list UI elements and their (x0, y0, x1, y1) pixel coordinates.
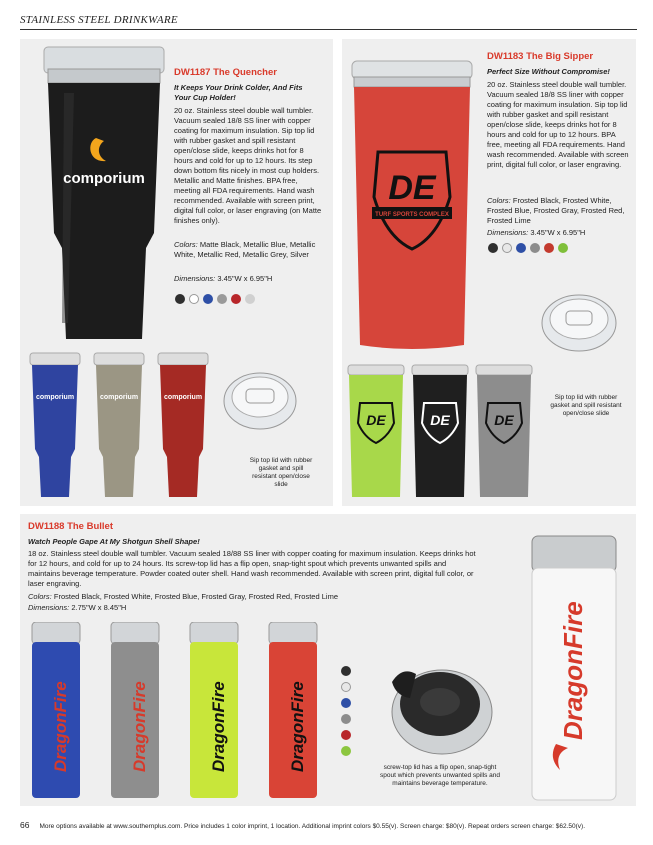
red-tumbler-image (158, 353, 208, 497)
svg-text:comporium: comporium (163, 394, 203, 401)
color-swatch (341, 730, 351, 740)
page-number: 66 (20, 820, 30, 830)
lime-tumbler-image (348, 365, 404, 497)
lid-caption: screw-top lid has a flip open, snap-tight spout which prevents unwanted spills and maintains beverage temperature. (380, 764, 500, 787)
product-code: DW1183 The Big Sipper (487, 51, 594, 62)
product-tagline: Watch People Gape At My Shotgun Shell Shape! (28, 537, 200, 546)
silver-tumbler-image (94, 353, 144, 497)
quencher-main-image (34, 43, 174, 343)
gray-tumbler-image (476, 365, 532, 497)
blue-tumbler-image (30, 353, 80, 497)
svg-text:comporium: comporium (99, 394, 139, 401)
quencher-variant-images (22, 349, 222, 499)
color-swatches (488, 243, 568, 253)
lid-caption: Sip top lid with rubber gasket and spill resistant open/close slide (249, 457, 313, 488)
product-dimensions: Dimensions: 2.75"W x 8.45"H (28, 603, 127, 612)
de-logo-text: DE (388, 169, 436, 207)
big-sipper-main-image (346, 57, 478, 357)
lime-bullet-image (190, 622, 238, 798)
color-swatch (203, 294, 213, 304)
product-colors: Colors: Matte Black, Metallic Blue, Metallic White, Metallic Red, Metallic Grey, Silver (174, 240, 316, 259)
svg-text:DragonFire: DragonFire (558, 601, 588, 740)
product-description: 20 oz. Stainless steel double wall tumbler. Vacuum sealed 18/8 SS liner with copper coating for maximum insulation. Sip top lid with rubber gasket and spill resistant open/close slide, keeps drinks hot for 8 hours and cold for up to 12 hours. Its step down bottom fits nicely in most cup holders. Metallic and Matte finishes. BPA free, meeting all FDA requirements. Hand wash recommended. Available with screen print, digital full color, or laser engraving (on Matte finishes only). (174, 106, 322, 225)
product-description: 20 oz. Stainless steel double wall tumbler. Vacuum sealed 18/8 SS liner with copper coating for maximum insulation. Sip top lid with rubber gasket and spill resistant open/close slide, keeps drinks hot for 8 hours and cold for up to 12 hours. BPA free, meeting all FDA requirements. Hand wash recommended. Available with screen print, digital full color, or laser engraving. (487, 80, 629, 169)
svg-text:comporium: comporium (35, 394, 75, 401)
quencher-logo-text: comporium (63, 170, 145, 187)
blue-bullet-image (32, 622, 80, 798)
color-swatch (341, 714, 351, 724)
product-description: 18 oz. Stainless steel double wall tumbler. Vacuum sealed 18/88 SS liner with copper coating for maximum insulation. Keeps drinks hot for 12 hours, and cold for up to 24 hours. Its screw-top lid has a flip open, snap-tight spout which prevents unwanted spills and maintains beverage temperature. Powder coated outer shell. Hand wash recommended. Available with screen print, digital full color, or laser engraving. (28, 549, 476, 588)
color-swatch (341, 698, 351, 708)
product-dimensions: Dimensions: 3.45"W x 6.95"H (487, 228, 586, 237)
color-swatches (341, 666, 351, 756)
color-swatch (558, 243, 568, 253)
big-sipper-variant-images (342, 361, 542, 501)
svg-text:DE: DE (494, 412, 514, 428)
product-panel-dw1188 (20, 514, 636, 806)
gray-bullet-image (111, 622, 159, 798)
product-code: DW1187 The Quencher (174, 67, 277, 78)
color-swatch (231, 294, 241, 304)
color-swatch (341, 746, 351, 756)
svg-text:DragonFire: DragonFire (51, 681, 70, 772)
svg-text:DragonFire: DragonFire (288, 681, 307, 772)
black-tumbler-image (412, 365, 468, 497)
color-swatch (341, 666, 351, 676)
bullet-variant-images (26, 622, 342, 802)
product-dimensions: Dimensions: 3.45"W x 6.95"H (174, 274, 273, 283)
color-swatch (544, 243, 554, 253)
svg-text:DE: DE (366, 412, 386, 428)
svg-text:TURF SPORTS COMPLEX: TURF SPORTS COMPLEX (375, 212, 449, 218)
color-swatch (245, 294, 255, 304)
color-swatch (488, 243, 498, 253)
svg-text:DragonFire: DragonFire (130, 681, 149, 772)
color-swatch (175, 294, 185, 304)
sip-top-lid-image (538, 285, 620, 357)
product-tagline: It Keeps Your Drink Colder, And Fits Your Cup Holder! (174, 83, 303, 102)
color-swatch (516, 243, 526, 253)
lid-caption: Sip top lid with rubber gasket and spill resistant open/close slide (550, 394, 622, 417)
product-tagline: Perfect Size Without Compromise! (487, 67, 610, 76)
color-swatches (175, 294, 255, 304)
product-colors: Colors: Frosted Black, Frosted White, Frosted Blue, Frosted Gray, Frosted Red, Frosted Lime (487, 196, 625, 225)
sip-top-lid-image (220, 361, 300, 436)
svg-text:DE: DE (430, 412, 450, 428)
screw-top-lid-image (378, 652, 498, 764)
product-panel-dw1187 (20, 39, 333, 506)
red-bullet-image (269, 622, 317, 798)
product-code: DW1188 The Bullet (28, 521, 113, 532)
page-footer (20, 820, 585, 830)
header-rule (20, 29, 637, 30)
color-swatch (530, 243, 540, 253)
svg-text:DragonFire: DragonFire (209, 681, 228, 772)
color-swatch (341, 682, 351, 692)
white-bullet-main-image (526, 534, 626, 804)
color-swatch (189, 294, 199, 304)
footer-note: More options available at www.southernplus.com. Price includes 1 color imprint, 1 location. Additional imprint colors $0.55(v). Screen charge: $80(v). Repeat orders screen charge: $62.50(v). (39, 823, 586, 830)
color-swatch (217, 294, 227, 304)
product-panel-dw1183 (342, 39, 636, 506)
product-colors: Colors: Frosted Black, Frosted White, Frosted Blue, Frosted Gray, Frosted Red, Frosted Lime (28, 592, 338, 601)
section-title: STAINLESS STEEL DRINKWARE (20, 14, 178, 26)
color-swatch (502, 243, 512, 253)
